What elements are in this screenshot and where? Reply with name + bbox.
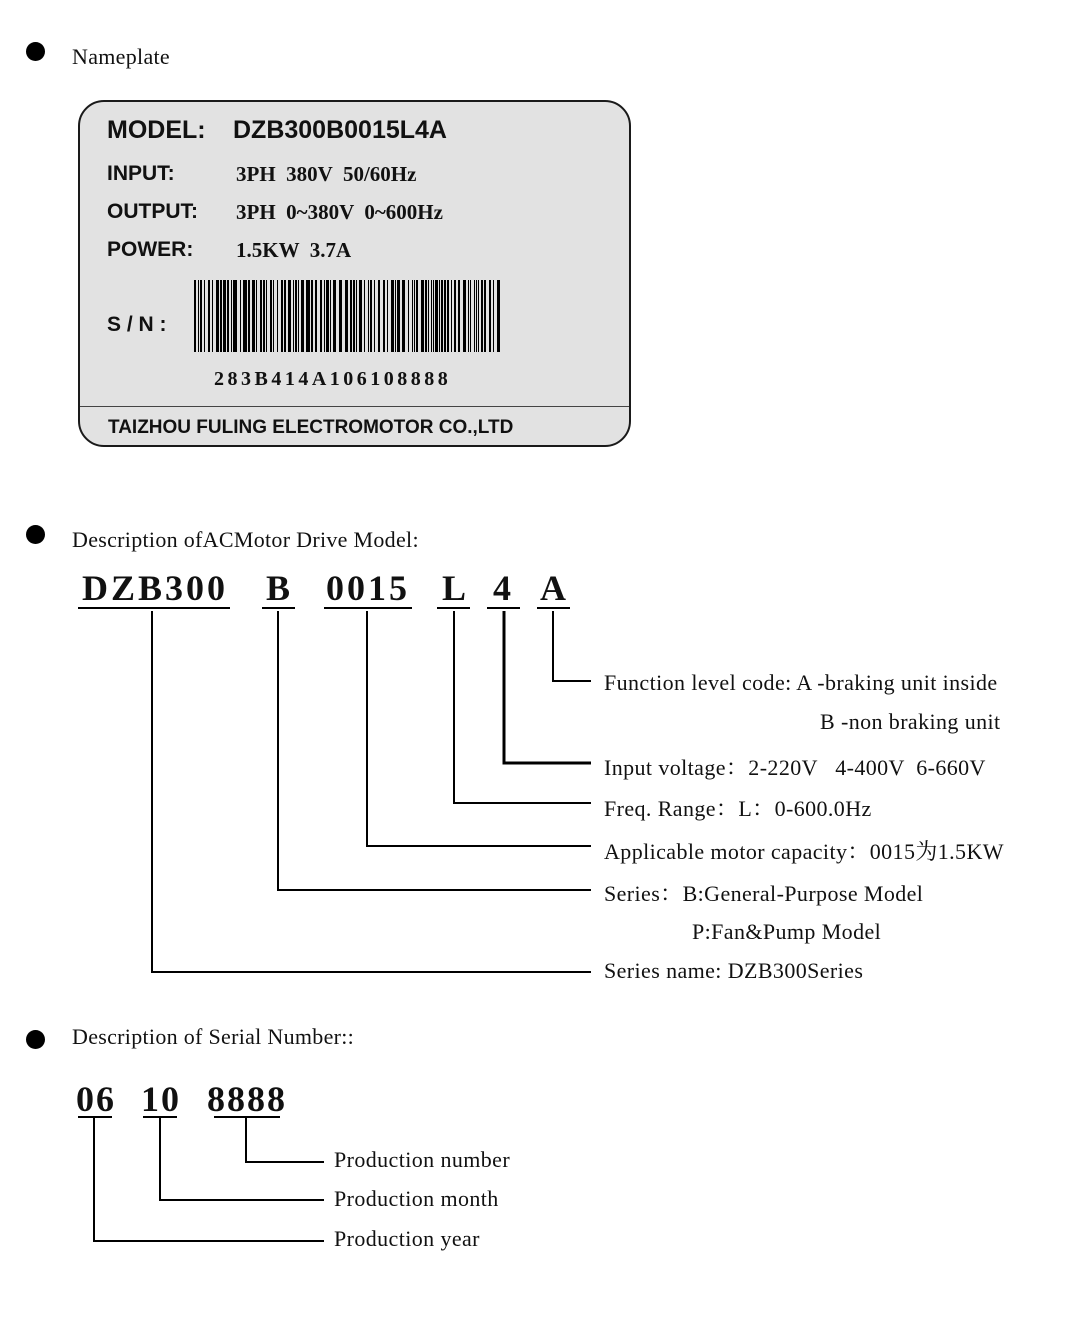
leader-series [278,611,591,890]
leader-production-number [246,1118,324,1162]
input-label: INPUT: [107,162,175,185]
serial-year: 06 [76,1079,116,1119]
model-heading: Description ofACMotor Drive Model: [72,527,419,552]
model-label: MODEL: [107,116,206,144]
desc-series: Series：B:General-Purpose Model [604,881,924,906]
desc-production-number: Production number [334,1147,511,1172]
code-function: A [540,568,569,608]
leader-freq [454,611,591,803]
serial-month: 10 [141,1079,181,1119]
leader-function [553,611,591,681]
desc-freq-range: Freq. Range：L：0-600.0Hz [604,796,872,821]
desc-function-level: Function level code: A -braking unit inside [604,670,998,695]
nameplate-heading: Nameplate [72,44,170,69]
leader-production-year [94,1118,324,1241]
underline-serial-number [214,1116,280,1118]
leader-production-month [160,1118,324,1200]
desc-production-month: Production month [334,1186,499,1211]
leader-series-name [152,611,591,972]
serial-number: 8888 [207,1079,287,1119]
power-value: 1.5KW 3.7A [236,238,352,262]
underline-serial-year [78,1116,112,1118]
serial-heading: Description of Serial Number:: [72,1024,355,1049]
code-freq: L [442,568,470,608]
bullet-serial [26,1030,45,1049]
barcode-number: 283B414A106108888 [214,368,452,390]
input-value: 3PH 380V 50/60Hz [236,162,417,186]
company-name: TAIZHOU FULING ELECTROMOTOR CO.,LTD [108,417,514,438]
code-voltage: 4 [493,568,514,608]
desc-production-year: Production year [334,1226,480,1251]
output-label: OUTPUT: [107,200,198,223]
code-series: B [266,568,294,608]
code-series-name: DZB300 [82,568,229,608]
leader-capacity [367,611,591,846]
power-label: POWER: [107,238,194,261]
desc-motor-capacity: Applicable motor capacity：0015为1.5KW [604,839,1004,864]
desc-function-level-b: B -non braking unit [820,709,1001,734]
underline-serial-month [143,1116,177,1118]
code-capacity: 0015 [326,568,410,608]
model-value: DZB300B0015L4A [233,116,447,144]
sn-label: S / N : [107,313,167,336]
desc-series-p: P:Fan&Pump Model [692,919,882,944]
leader-voltage [504,611,591,763]
desc-series-name: Series name: DZB300Series [604,958,864,983]
desc-input-voltage: Input voltage：2-220V 4-400V 6-660V [604,755,986,780]
output-value: 3PH 0~380V 0~600Hz [236,200,443,224]
